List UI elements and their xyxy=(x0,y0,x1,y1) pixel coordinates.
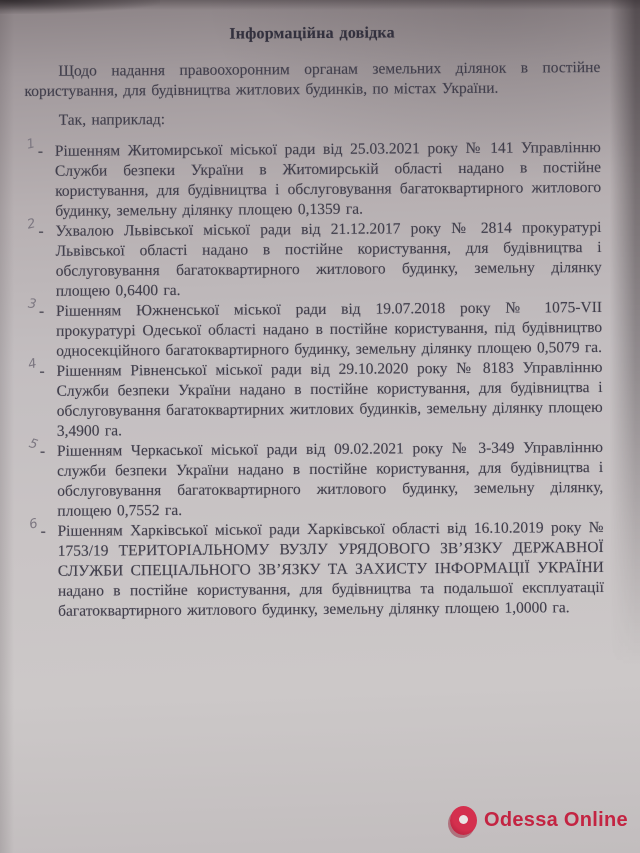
odessa-online-watermark xyxy=(450,806,628,835)
handwritten-number: 3 xyxy=(27,296,38,313)
photo-left-edge-shade xyxy=(0,0,14,853)
dash-bullet: - xyxy=(39,362,45,380)
handwritten-number: 6 xyxy=(27,516,40,533)
list-item-text: Рішенням Харківської міської ради Харківської області від 16.10.2019 року № 1753/19 ТЕРИТОРІАЛЬНОМУ ВУЗЛУ УРЯДОВОГО ЗВ’ЯЗКУ ДЕРЖАВНОЇ СЛУЖБИ СПЕЦІАЛЬНОГО ЗВ’ЯЗКУ ТА ЗАХИСТУ ІНФОРМАЦІЇ УКРАЇНИ надано в постійне користування, для будівництва та подальшої експлуатації багатоквартирного житлового будинку, земельну ділянку площею 1,0000 га. xyxy=(57,518,605,620)
list-item xyxy=(26,358,603,442)
photo-right-edge-shadow xyxy=(610,0,640,665)
dash-bullet: - xyxy=(39,442,46,460)
intro-paragraph: Щодо надання правоохоронним органам земельних ділянок в постійне користування, для будівництва житлових будинків, по містах України. xyxy=(24,58,601,101)
example-lead: Так, наприклад: xyxy=(58,111,166,129)
list-item xyxy=(27,438,604,522)
list-item-text: Рішенням Рівненської міської ради від 29.10.2020 року № 8183 Управлінню Служби безпеки України надано в постійне користування, для будівництва і обслуговування багатоквартирних житлових будинків, земельну ділянку площею 3,4900 га. xyxy=(56,358,603,440)
list-item-text: Рішенням Черкаської міської ради від 09.02.2021 року № 3-349 Управлінню служби безпеки України надано в постійне користування, для будівництва і обслуговування багатоквартирного житлового будинку, земельну ділянку, площею 0,7552 га. xyxy=(56,438,604,520)
decision-list xyxy=(25,138,604,622)
handwritten-number: 5 xyxy=(27,436,40,453)
dash-bullet: - xyxy=(38,302,45,320)
photo-corner-shadow xyxy=(0,0,160,14)
handwritten-number: 1 xyxy=(25,136,37,153)
watermark-label: Odessa Online xyxy=(484,809,628,831)
dash-bullet: - xyxy=(37,142,44,160)
list-item-text: Ухвалою Львівської міської ради від 21.12.2017 року № 2814 прокуратурі Львівської області надано в постійне користування, для будівництва і обслуговування багатоквартирного житлового будинку, земельну ділянку площею 0,6400 га. xyxy=(55,218,602,300)
dash-bullet: - xyxy=(40,522,46,540)
list-item-text: Рішенням Южненської міської ради від 19.07.2018 року № 1075-VII прокуратурі Одеської області надано в постійне користування, під будівництво односекційного багатоквартирного будинку, земельну ділянку площею 0,5079 га. xyxy=(55,298,603,360)
odessa-online-donut-icon xyxy=(450,806,477,835)
dash-bullet: - xyxy=(38,222,44,240)
list-item xyxy=(25,218,602,302)
list-item xyxy=(27,518,604,622)
handwritten-number: 2 xyxy=(25,216,38,233)
page-title: Інформаційна довідка xyxy=(229,24,395,43)
list-item xyxy=(26,298,602,362)
document-page xyxy=(24,22,604,622)
list-item-text: Рішенням Житомирської міської ради від 25.03.2021 року № 141 Управлінню Служби безпеки України в Житомирській області надано в постійне користування, для будівництва і обслуговування багатоквартирного житлового будинку, земельну ділянку площею 0,1359 га. xyxy=(54,138,602,220)
handwritten-number: 4 xyxy=(26,356,39,373)
list-item xyxy=(25,138,602,222)
